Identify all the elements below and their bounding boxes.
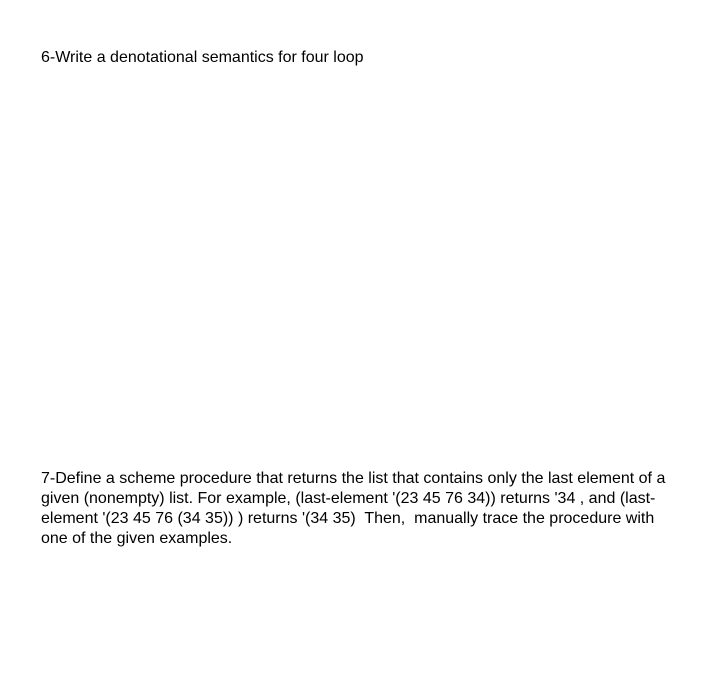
question-6-text: 6-Write a denotational semantics for four loop: [41, 49, 364, 66]
question-7-line: element '(23 45 76 (34 35)) ) returns '(34 35) Then, manually trace the procedure with: [41, 510, 655, 527]
question-7-text: [41, 469, 701, 549]
question-7-line: given (nonempty) list. For example, (last-element '(23 45 76 34)) returns '34 , and (last-: [41, 490, 656, 507]
question-7-line: 7-Define a scheme procedure that returns the list that contains only the last element of a: [41, 470, 666, 487]
question-7-line: one of the given examples.: [41, 530, 233, 547]
